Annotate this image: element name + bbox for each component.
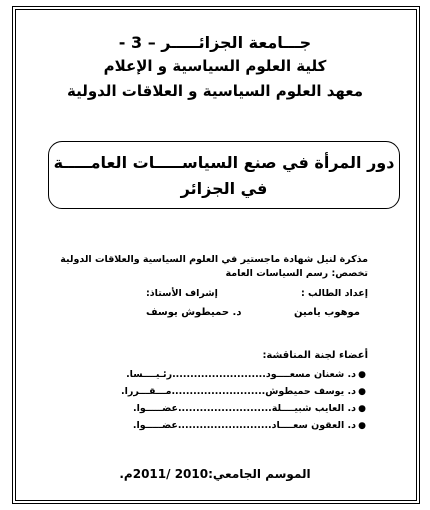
member-name: د. شعنان مسعــــود — [265, 369, 356, 380]
list-item — [68, 366, 368, 383]
thesis-title-box — [48, 141, 400, 209]
thesis-title-line-2: في الجزائر — [180, 179, 268, 198]
committee-title: أعضاء لجنة المناقشة: — [262, 350, 368, 361]
institute-name: معهد العلوم السياسية و العلاقات الدولية — [66, 82, 364, 100]
bullet-icon: ● — [358, 403, 366, 414]
member-name: د. العقون سعــــاد — [271, 420, 356, 431]
faculty-name: كلية العلوم السياسية و الإعلام — [103, 57, 327, 75]
member-dots: .......................... — [177, 403, 272, 414]
list-item — [68, 417, 368, 434]
member-dots: .......................... — [172, 369, 266, 380]
list-item — [68, 383, 368, 400]
bullet-icon: ● — [358, 369, 366, 380]
committee-list — [68, 366, 368, 434]
supervisor-name: د. حميطوش يوسف — [146, 307, 242, 318]
academic-season: الموسم الجامعي:2010 /2011م. — [119, 467, 311, 481]
member-name: د. يوسف حميطوش — [265, 386, 356, 397]
member-role: عضـــــوا. — [133, 403, 178, 414]
bullet-icon: ● — [358, 386, 366, 397]
prepared-by-label: إعداد الطالب : — [300, 288, 368, 299]
member-dots: .......................... — [177, 420, 272, 431]
specialization: تخصص: رسم السياسات العامة — [225, 268, 368, 279]
member-role: مـــقـــررا. — [121, 386, 172, 397]
student-name: موهوب يامين — [294, 307, 360, 318]
university-name: جـــامعة الجزائـــــر – 3 - — [118, 33, 312, 52]
list-item — [68, 400, 368, 417]
member-name: د. العايب شبيــــلة — [271, 403, 356, 414]
member-role: عضـــــوا. — [132, 420, 178, 431]
bullet-icon: ● — [358, 420, 366, 431]
member-dots: .......................... — [171, 386, 266, 397]
thesis-title-line-1: دور المرأة في صنع السياســـــات العامـــــة — [53, 153, 395, 172]
member-role: رئـيــــسا. — [126, 369, 173, 380]
memo-description: مذكرة لنيل شهادة ماجستير في العلوم السياسية والعلاقات الدولية — [60, 254, 368, 265]
supervisor-label: إشراف الأستاذ: — [146, 288, 218, 299]
